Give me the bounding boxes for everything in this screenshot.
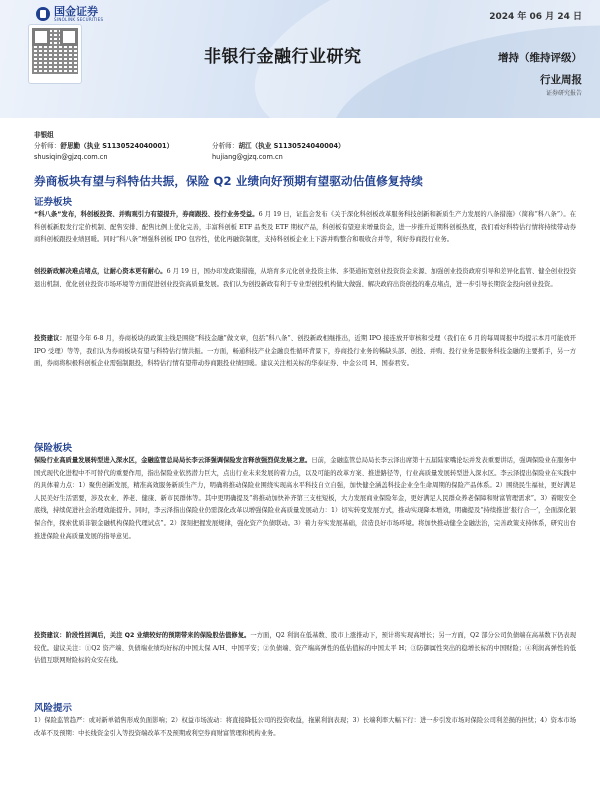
report-title: 非银行金融行业研究 [204,47,362,67]
main-headline: 券商板块有望与科特估共振，保险 Q2 业绩向好预期有望驱动估值修复持续 [34,174,423,188]
report-type: 行业周报 [540,74,582,86]
body-text: 日前，金融监管总局局长李云泽出席第十五届陆家嘴论坛并发表重要讲话，强调保险业在服务中国式现代化进程中不可替代的重要作用，指出保险业依然潜力巨大，点出行业未来发展的着力点，以及可能的改革方案、推进路径等，行业高质量发展转型进入深水区。李云泽提出保险业在实践中的具体着力点：1）聚焦创新发展，精准高效服务新质生产力，明确将推动保险业围绕实现高水平科技自立自强，加快健全涵盖科技企业全生命周期的保险产品体系。2）围绕民生福祉，更好满足人民美好生活需要，涉及农业、养老、健康、新市民群体等。其中更明确提及“将推动加快补齐第三支柱短板，大力发展商业保险年金，更好满足人民群众养老保障和财富管理需求”。3）着眼安全底线，持续促进社会治理效能提升。同时，李云泽指出保险业仍需深化改革以增强保险业高质量发展动力：1）切实转变发展方式，推动实现降本增效，明确提及“持续推进‘报行合一’，全面深化银保合作，探索优质非银金融机构保险代理试点”。2）深刻把握发展规律，强化资产负债联动。3）着力夯实发展基础，营造良好市场环境。将加快推动健全金融法治，完善政策支持体系，研究出台推进保险业高质量发展的指导意见。 [34,457,577,540]
lead-sentence: 保险行业高质量发展转型进入深水区，金融监管总局局长李云泽强调保险发言释放强烈促发展之意。 [34,457,312,464]
analyst-name: 胡江（执业 S1130524040004） [238,142,345,150]
report-category: 证券研究报告 [545,90,582,97]
section-heading-insurance: 保险板块 [34,443,73,454]
body-text: 6 月 19 日，证监会发布《关于深化科创板改革服务科技创新和新质生产力发展的八条措施》（简称“科八条”）。在科创板新股发行定价机制、配售安排、配售比例上优化完善，丰富科创板 ETF 品类及 ETF 期权产品，科创板有望迎来增量资金，进一步推升近期科创板热度，我们看好科特估行情将持续带动券商科创板跟投业绩回暖。同时“科八条”增强科创板 IPO 包容性，优化再融资制度，支持科创板企业上下游并购整合和吸收合并等，利好券商投行业务。 [34,211,576,244]
lead-sentence: 创投新政解决难点堵点，让耐心资本更有耐心。 [34,268,167,275]
section-heading-securities: 证券板块 [34,197,73,208]
logo-name-en: SINOLINK SECURITIES [54,17,104,22]
lead-sentence: “科八条”发布，科创板投资、并购观引力有望提升，券商跟投、投行业务受益。 [34,211,259,218]
analyst-info [34,130,345,163]
securities-paragraph-2 [34,266,576,291]
logo-mark-icon [36,7,50,21]
qr-code [28,24,82,84]
company-logo [36,6,103,22]
risk-paragraph [34,715,576,740]
insurance-paragraph-2 [34,630,576,668]
body-text: 一方面，Q2 利润在低基数、股市上涨推动下，预计将实现高增长；另一方面，Q2 部分公司负债端在高基数下仍表现较优。建议关注：①Q2 资产端、负债端业绩均好标的中国太保 A/H、中国平安；②负债端、资产端高弹性的低估值标的中国太平 H；③防御属性突出的稳增长标的中国财险；④利润高弹性的低估值互联网财险标的众安在线。 [34,632,577,665]
securities-paragraph-3 [34,333,576,371]
lead-sentence: 投资建议：阶段性回调后，关注 Q2 业绩较好的预期带来的保险股估值修复。 [34,632,251,639]
rating-label: 增持（维持评级） [498,52,582,64]
analyst-label: 分析师： [34,142,61,150]
analyst-label: 分析师： [212,142,239,150]
report-date: 2024 年 06 月 24 日 [489,12,582,22]
securities-paragraph-1 [34,209,576,247]
body-text: 1）保险监管趋严：或对新单销售形成负面影响；2）权益市场波动：将直接降低公司的投资收益，拖累利润表现；3）长端利率大幅下行：进一步引发市场对保险公司利差损的担忧；4）资本市场改革不及预期：中长线资金引入等投资端改革不及预期或利空券商财富管理和机构业务。 [34,717,576,737]
lead-sentence: 投资建议： [34,335,66,342]
logo-name-cn: 国金证券 [54,5,98,18]
body-text: 6 月 19 日，国办印发政策措施，从培育多元化创业投资主体、多渠道拓宽创业投资资金来源、加强创业投资政府引导和差异化监管、健全创业投资退出机制、优化创业投资市场环境等方面促进创业投资高质量发展。我们认为创投新政有利于专业型创投机构做大做强、解决政府出资创投的难点堵点，进一步引导长期资金投向创业投资。 [34,268,576,288]
body-text: 展望今年 6-8 月，券商板块的政策主线是围绕“科技金融”做文章，包括“科八条”、创投新政相继推出，近期 IPO 接连放开审核和受理（我们在 6 月的每周周报中均提示本月可能放开 IPO 受理）等等，我们认为券商板块有望与科特估行情共振。一方面，畅通科技产业金融良性循环背景下，券商投行业务的稀缺头部、创投、并购、投行业务是服务科技金融的主要抓手，另一方面，券商将积极科创板企业需强制跟投，科特估行情有望带动券商跟投业绩回暖。建议关注相关标的华泰证券、中金公司 H、国泰君安。 [34,335,577,368]
qr-code-icon [32,28,78,74]
section-heading-risk: 风险提示 [34,703,73,714]
analyst-email: shusiqin@gjzq.com.cn [34,153,108,161]
insurance-paragraph-1 [34,455,576,543]
team-name: 非银组 [34,131,54,139]
analyst-name: 舒思勤（执业 S1130524040001） [60,142,174,150]
analyst-email: hujiang@gjzq.com.cn [212,153,283,161]
